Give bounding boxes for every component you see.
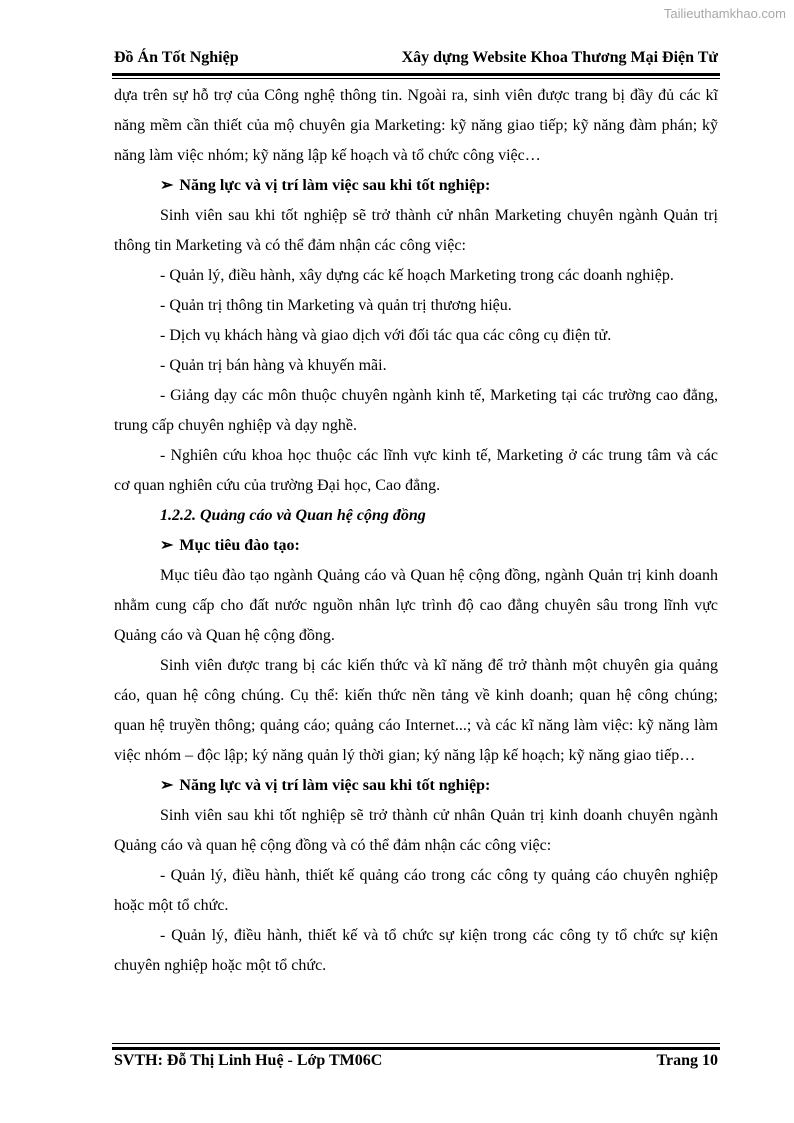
section-heading-text: Năng lực và vị trí làm việc sau khi tốt nghiệp:: [179, 177, 491, 194]
section-heading-text: Mục tiêu đào tạo:: [179, 537, 300, 554]
header-title-left: Đồ Án Tốt Nghiệp: [114, 49, 239, 66]
arrow-right-icon: ➢: [160, 777, 174, 794]
list-item: - Quản trị thông tin Marketing và quản trị thương hiệu.: [160, 297, 512, 314]
page-body: [114, 81, 718, 981]
list-item: - Dịch vụ khách hàng và giao dịch với đối tác qua các công cụ điện tử.: [160, 327, 612, 344]
header-rule-thin: [112, 78, 720, 79]
paragraph: Mục tiêu đào tạo ngành Quảng cáo và Quan hệ cộng đồng, ngành Quản trị kinh doanh nhằm cung cấp cho đất nước nguồn nhân lực trình độ cao đẳng chuyên sâu trong lĩnh vực Quảng cáo và Quan hệ cộng đồng.: [114, 567, 718, 644]
paragraph: Sinh viên sau khi tốt nghiệp sẽ trở thành cử nhân Marketing chuyên ngành Quản trị thông tin Marketing và có thể đảm nhận các công việc:: [114, 207, 718, 254]
header-rule-thick: [112, 73, 720, 76]
footer-rule-thin: [112, 1043, 720, 1044]
list-item: - Quản lý, điều hành, xây dựng các kế hoạch Marketing trong các doanh nghiệp.: [160, 267, 674, 284]
section-heading-text: Năng lực và vị trí làm việc sau khi tốt nghiệp:: [179, 777, 491, 794]
footer-rule-thick: [112, 1047, 720, 1050]
paragraph: Sinh viên sau khi tốt nghiệp sẽ trở thành cử nhân Quản trị kinh doanh chuyên ngành Quảng cáo và quan hệ cộng đồng và có thể đảm nhận các công việc:: [114, 807, 718, 854]
subsection-title: 1.2.2. Quảng cáo và Quan hệ cộng đồng: [160, 507, 426, 524]
arrow-right-icon: ➢: [160, 177, 174, 194]
list-item: - Quản trị bán hàng và khuyến mãi.: [160, 357, 387, 374]
section-heading: [114, 771, 718, 801]
watermark: Tailieuthamkhao.com: [663, 6, 786, 21]
header-title-right: Xây dựng Website Khoa Thương Mại Điện Tử: [401, 49, 718, 66]
list-item: - Quản lý, điều hành, thiết kế và tổ chức sự kiện trong các công ty tổ chức sự kiện chuyên nghiệp hoặc một tổ chức.: [114, 927, 718, 974]
paragraph: dựa trên sự hỗ trợ của Công nghệ thông tin. Ngoài ra, sinh viên được trang bị đầy đủ các kĩ năng mềm cần thiết của mộ chuyên gia Marketing: kỹ năng giao tiếp; kỹ năng đàm phán; kỹ năng làm việc nhóm; kỹ năng lập kế hoạch và tổ chức công việc…: [114, 87, 718, 164]
page-header: [114, 49, 718, 71]
page-number: Trang 10: [656, 1052, 718, 1069]
list-item: - Nghiên cứu khoa học thuộc các lĩnh vực kinh tế, Marketing ở các trung tâm và các cơ quan nghiên cứu của trường Đại học, Cao đẳng.: [114, 447, 718, 494]
footer-author: SVTH: Đỗ Thị Linh Huệ - Lớp TM06C: [114, 1052, 383, 1069]
section-heading: [114, 171, 718, 201]
list-item: - Quản lý, điều hành, thiết kế quảng cáo trong các công ty quảng cáo chuyên nghiệp hoặc một tổ chức.: [114, 867, 718, 914]
arrow-right-icon: ➢: [160, 537, 174, 554]
paragraph: Sinh viên được trang bị các kiến thức và kĩ năng để trở thành một chuyên gia quảng cáo, quan hệ công chúng. Cụ thể: kiến thức nền tảng về kinh doanh; quan hệ công chúng; quan hệ truyền thông; quảng cáo; quảng cáo Internet...; và các kĩ năng làm việc: kỹ năng làm việc nhóm – độc lập; ký năng quản lý thời gian; ký năng lập kế hoạch; kỹ năng giao tiếp…: [114, 657, 718, 764]
page-footer: [114, 1052, 718, 1074]
section-heading: [114, 531, 718, 561]
list-item: - Giảng dạy các môn thuộc chuyên ngành kinh tế, Marketing tại các trường cao đẳng, trung cấp chuyên nghiệp và dạy nghề.: [114, 387, 718, 434]
